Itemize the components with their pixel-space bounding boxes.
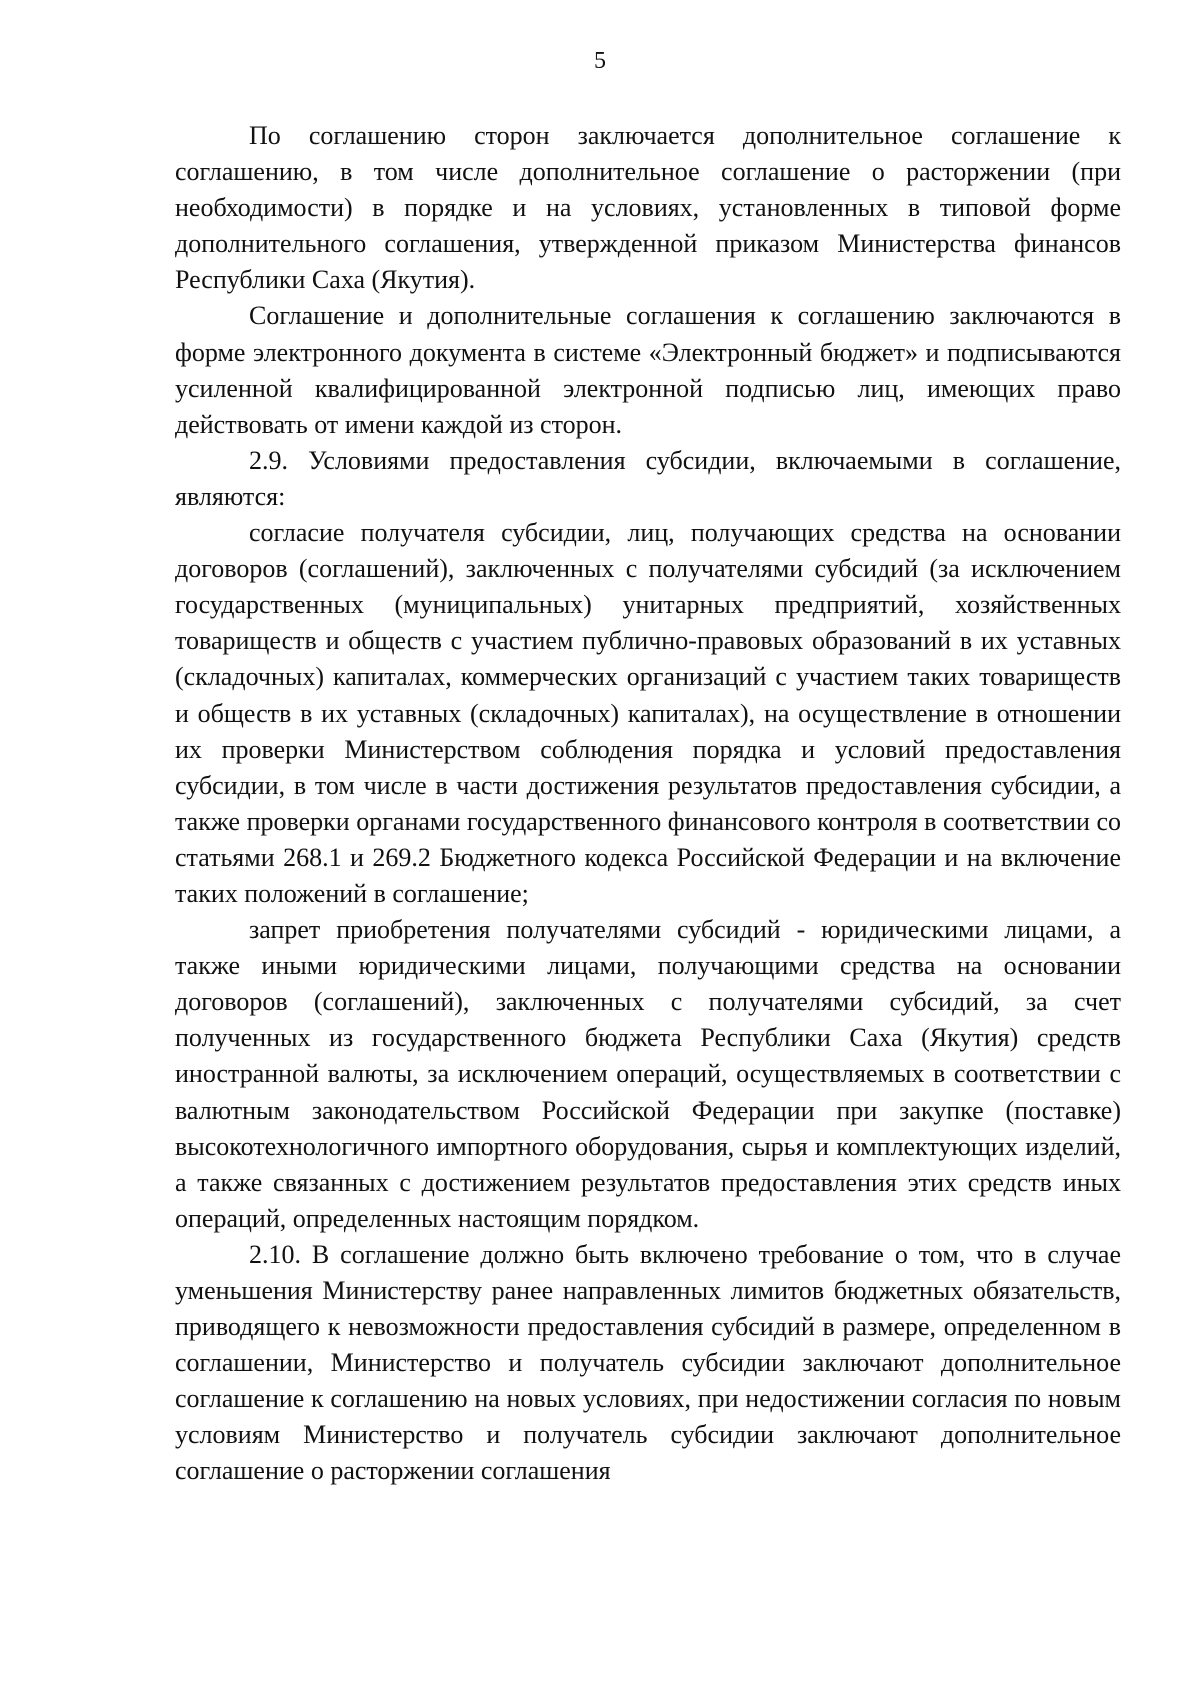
paragraph-2-10-limits-reduction: 2.10. В соглашение должно быть включено требование о том, что в случае уменьшения Министерству ранее направленных лимитов бюджетных обязательств, приводящего к невозможности предоставления субсидий в размере, определенном в соглашении, Министерство и получатель субсидии заключают дополнительное соглашение к соглашению на новых условиях, при недостижении согласия по новым условиям Министерство и получатель субсидии заключают дополнительное соглашение о расторжении соглашения [175,1239,1121,1486]
page-number: 5 [594,48,606,74]
paragraph-foreign-currency-ban: запрет приобретения получателями субсидий - юридическими лицами, а также иными юридическими лицами, получающими средства на основании договоров (соглашений), заключенных с получателями субсидий, за счет полученных из государственного бюджета Республики Саха (Якутия) средств иностранной валюты, за исключением операций, осуществляемых в соответствии с валютным законодательством Российской Федерации при закупке (поставке) высокотехнологичного импортного оборудования, сырья и комплектующих изделий, а также связанных с достижением результатов предоставления этих средств иных операций, определенных настоящим порядком. [175,915,1121,1233]
paragraph-2-9-conditions: 2.9. Условиями предоставления субсидии, включаемыми в соглашение, являются: [175,445,1121,511]
paragraph-additional-agreement: По соглашению сторон заключается дополнительное соглашение к соглашению, в том числе дополнительное соглашение о расторжении (при необходимости) в порядке и на условиях, установленных в типовой форме дополнительного соглашения, утвержденной приказом Министерства финансов Республики Саха (Якутия). [175,121,1121,295]
paragraph-consent-to-checks: согласие получателя субсидии, лиц, получающих средства на основании договоров (соглашений), заключенных с получателями субсидий (за исключением государственных (муниципальных) унитарных предприятий, хозяйственных товариществ и обществ с участием публично-правовых образований в их уставных (складочных) капиталах, коммерческих организаций с участием таких товариществ и обществ в их уставных (складочных) капиталах), на осуществление в отношении их проверки Министерством соблюдения порядка и условий предоставления субсидии, в том числе в части достижения результатов предоставления субсидии, а также проверки органами государственного финансового контроля в соответствии со статьями 268.1 и 269.2 Бюджетного кодекса Российской Федерации и на включение таких положений в соглашение; [175,518,1121,908]
paragraph-electronic-form: Соглашение и дополнительные соглашения к соглашению заключаются в форме электронного документа в системе «Электронный бюджет» и подписываются усиленной квалифицированной электронной подписью лиц, имеющих право действовать от имени каждой из сторон. [175,301,1121,439]
document-body [175,118,1121,1490]
